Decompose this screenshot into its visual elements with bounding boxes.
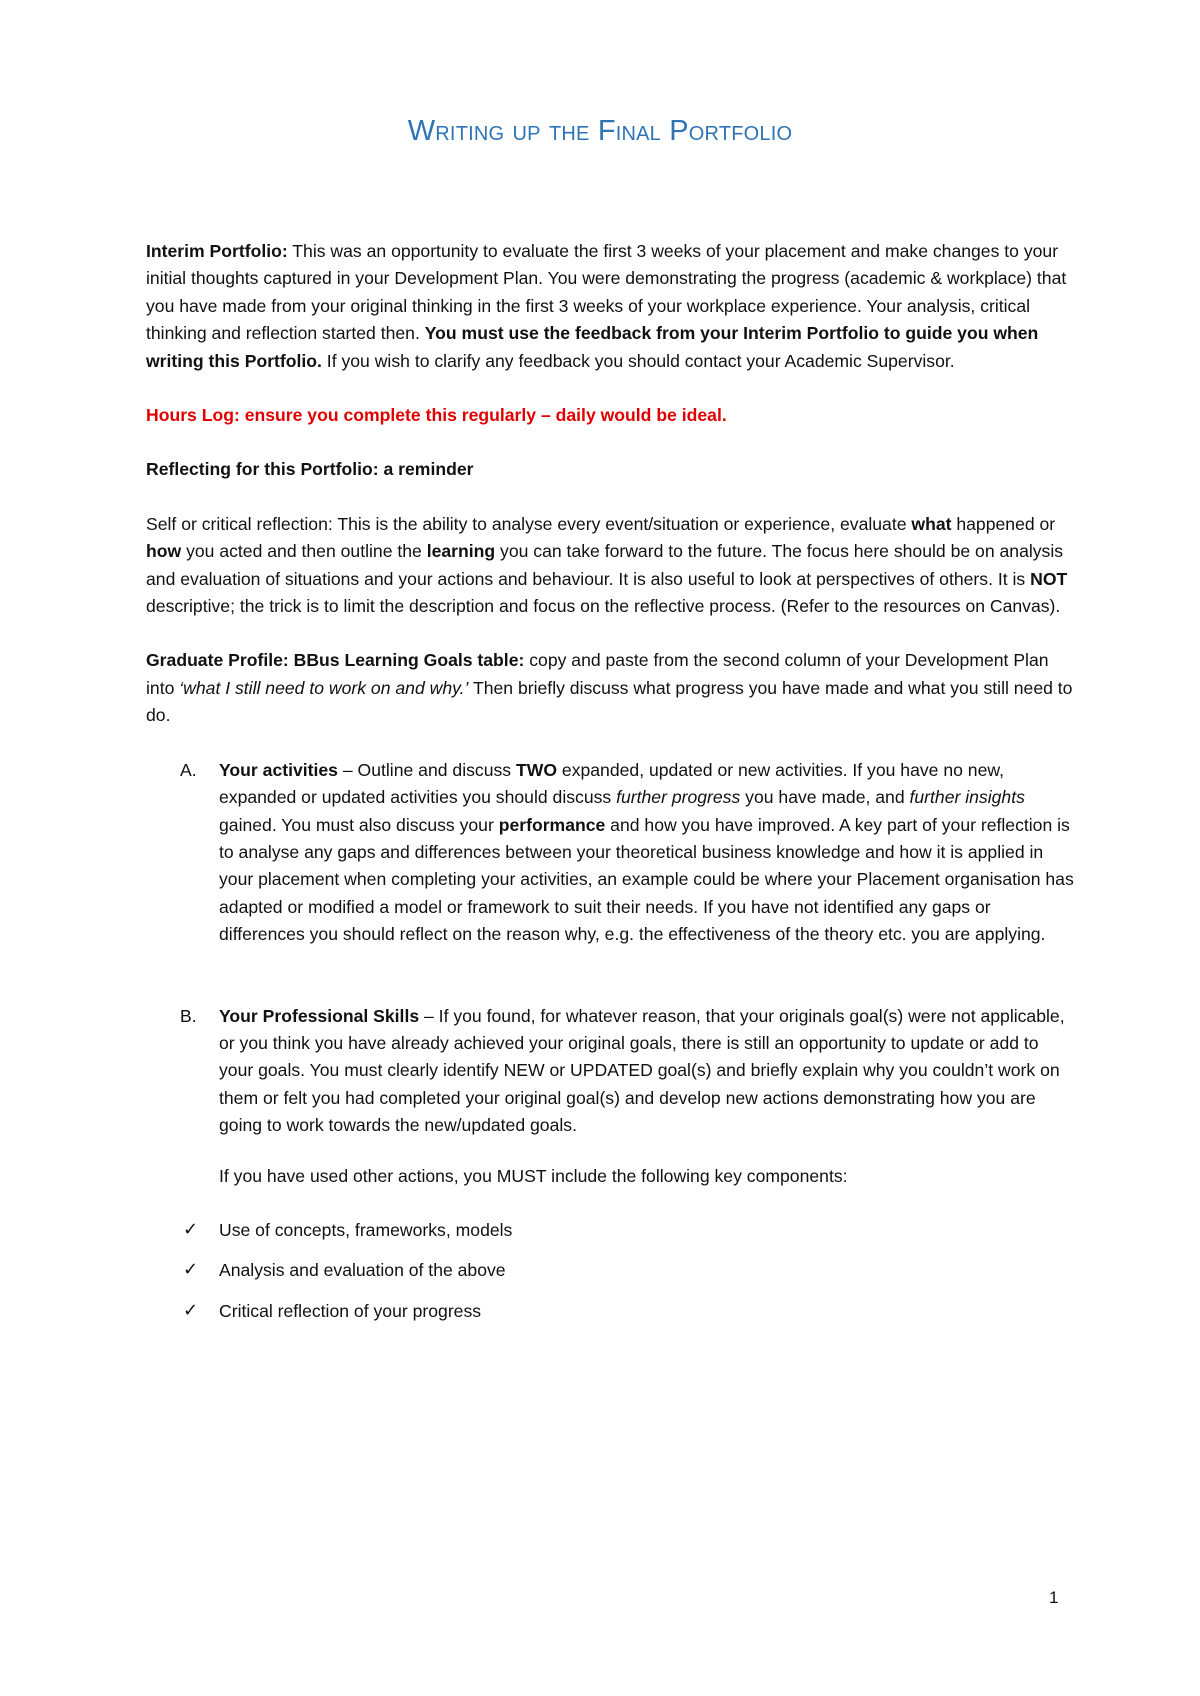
- self-reflection-text-4: you can take forward to the future. The focus here should be on analysis and evaluation of situations and your actions and behaviour. It is also useful to look at perspectives of others. It is: [146, 541, 1064, 589]
- instruction-list: [146, 757, 1076, 1326]
- page-number: 1: [1049, 1588, 1059, 1607]
- activities-label: Your activities: [219, 759, 338, 780]
- list-item-professional-skills: [146, 1003, 1076, 1190]
- activities-text-5: and how you have improved. A key part of your reflection is to analyse any gaps and differences between your theoretical business knowledge and how it is applied in your placement when completing your activities, an example could be where your Placement organisation has adapted or modified a model or framework to suit their needs. If you have not identified any gaps or differences you should reflect on the reason why, e.g. the effectiveness of the theory etc. you are applying.: [219, 814, 1074, 945]
- self-reflection-how: how: [146, 541, 182, 562]
- graduate-profile-text-2: Then briefly discuss what progress you have made and what you still need to do.: [146, 677, 1073, 726]
- self-reflection-what: what: [911, 513, 952, 534]
- self-reflection-not: NOT: [1030, 568, 1068, 589]
- checklist-item: [146, 1298, 1076, 1325]
- graduate-profile-paragraph: [146, 647, 1076, 729]
- check-icon: ✓: [183, 1299, 199, 1321]
- checklist-item-label: Critical reflection of your progress: [219, 1300, 482, 1321]
- interim-label: Interim Portfolio:: [146, 241, 288, 261]
- activities-text-3: you have made, and: [740, 787, 910, 808]
- page-title: Writing up the Final Portfolio: [407, 115, 793, 147]
- self-reflection-learning: learning: [426, 541, 496, 562]
- checklist-item-label: Use of concepts, frameworks, models: [219, 1219, 513, 1240]
- activities-text-4: gained. You must also discuss your: [219, 814, 499, 835]
- graduate-profile-text-1: copy and paste from the second column of your Development Plan into: [146, 650, 1049, 698]
- interim-paragraph: [146, 238, 1076, 375]
- document-body: [146, 238, 1076, 1338]
- self-reflection-text-2: happened or: [951, 513, 1056, 534]
- checklist-item-label: Analysis and evaluation of the above: [219, 1260, 506, 1281]
- activities-text-1: – Outline and discuss: [337, 759, 516, 780]
- interim-text-1: This was an opportunity to evaluate the first 3 weeks of your placement and make changes to your initial thoughts captured in your Development Plan. You were demonstrating the progress (academic & workplace) that you have made from your original thinking in the first 3 weeks of your workplace experience. Your analysis, critical thinking and reflection started then.: [146, 241, 1067, 344]
- key-components-checklist: [146, 1217, 1076, 1325]
- activities-text-2: expanded, updated or new activities. If you have no new, expanded or updated activities you should discuss: [219, 759, 1004, 808]
- self-reflection-paragraph: [146, 511, 1076, 621]
- activities-further-progress: further progress: [616, 787, 741, 808]
- professional-skills-text-1: – If you found, for whatever reason, that your originals goal(s) were not applicable, or you think you have already achieved your original goals, there is still an opportunity to update or add to your goals. You must clearly identify NEW or UPDATED goal(s) and briefly explain why you couldn’t work on them or felt you had completed your original goal(s) and develop new actions demonstrating how you are going to work towards the new/updated goals.: [219, 1005, 1065, 1136]
- graduate-profile-quote: ‘what I still need to work on and why.’: [179, 677, 469, 698]
- activities-text: [219, 757, 1076, 949]
- list-item-activities: [146, 757, 1076, 949]
- reflecting-heading: Reflecting for this Portfolio: a reminder: [146, 459, 474, 480]
- hours-log-note: Hours Log: ensure you complete this regularly – daily would be ideal.: [146, 405, 727, 426]
- self-reflection-text-3: you acted and then outline the: [181, 541, 427, 562]
- list-marker-b: B.: [180, 1005, 197, 1026]
- checklist-item: [146, 1217, 1076, 1244]
- list-marker-a: A.: [180, 759, 197, 780]
- activities-two: TWO: [515, 759, 558, 780]
- graduate-profile-label: Graduate Profile: BBus Learning Goals table:: [146, 650, 525, 671]
- activities-performance: performance: [498, 814, 606, 835]
- check-icon: ✓: [183, 1259, 199, 1281]
- self-reflection-text-5: descriptive; the trick is to limit the description and focus on the reflective process. (Refer to the resources on Canvas).: [146, 596, 1061, 617]
- professional-skills-text: [219, 1003, 1076, 1140]
- checklist-item: [146, 1257, 1076, 1284]
- check-icon: ✓: [183, 1218, 199, 1240]
- self-reflection-text-1: Self or critical reflection: This is the ability to analyse every event/situation or experience, evaluate: [146, 513, 912, 534]
- professional-skills-label: Your Professional Skills: [219, 1005, 420, 1026]
- interim-bold-instruction: You must use the feedback from your Interim Portfolio to guide you when writing this Portfolio.: [146, 323, 1039, 371]
- activities-further-insights: further insights: [909, 787, 1025, 808]
- key-components-intro: If you have used other actions, you MUST include the following key components:: [219, 1165, 848, 1186]
- interim-text-3: If you wish to clarify any feedback you should contact your Academic Supervisor.: [321, 350, 955, 371]
